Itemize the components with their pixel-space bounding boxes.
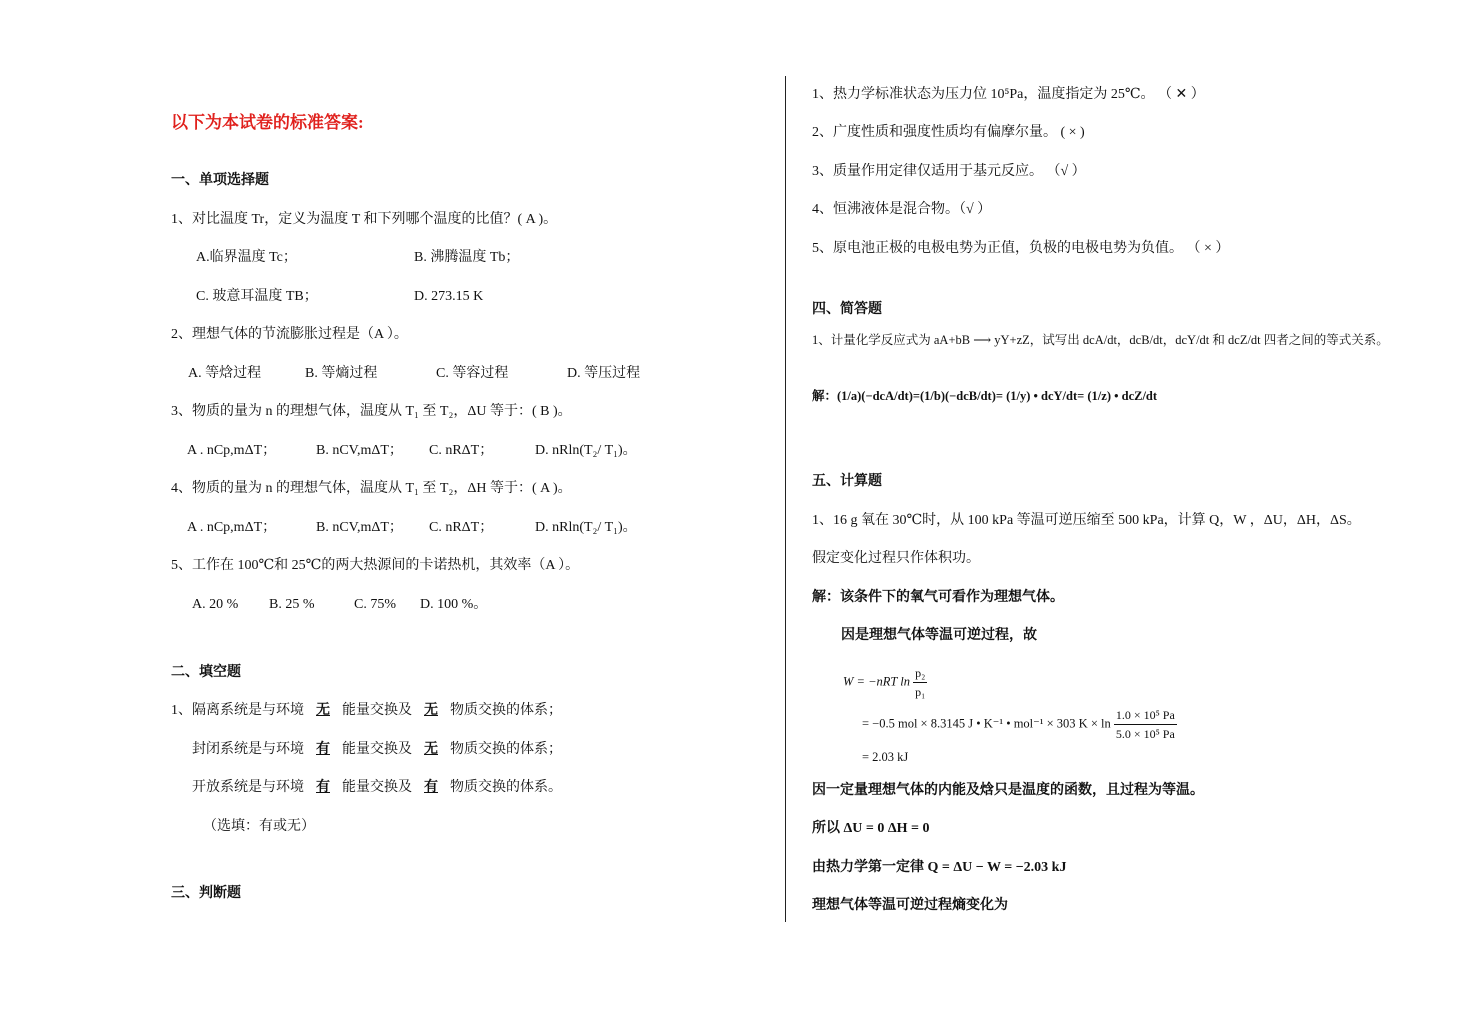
fill-answer: 有: [316, 780, 330, 795]
fill-answer: 无: [424, 742, 438, 757]
option: D. 100 %。: [420, 597, 488, 612]
solution-line: 理想气体等温可逆过程熵变化为: [812, 898, 1008, 913]
judge-item: 2、广度性质和强度性质均有偏摩尔量。 ( × ): [812, 125, 1085, 140]
option: A. 20 %: [192, 597, 239, 612]
option: C. nRΔT；: [429, 520, 494, 535]
short-answer: 解：(1/a)(−dcA/dt)=(1/b)(−dcB/dt)= (1/y) • dcY/dt= (1/z) • dcZ/dt: [812, 389, 1158, 403]
option: D. 273.15 K: [414, 289, 484, 304]
denominator: p₁: [915, 685, 926, 699]
equation-result: = 2.03 kJ: [862, 750, 909, 764]
numerator: p₂: [913, 664, 927, 683]
short-question: 1、计量化学反应式为 aA+bB ⟶ yY+zZ，试写出 dcA/dt，dcB/dt，dcY/dt 和 dcZ/dt 四者之间的等式关系。: [812, 333, 1389, 347]
solution-line: 解：该条件下的氧气可看作为理想气体。: [812, 590, 1064, 605]
option: C. 75%: [354, 597, 396, 612]
option: B. nCV,mΔT；: [316, 443, 403, 458]
equation-work: [843, 664, 927, 701]
column-divider: [785, 76, 786, 922]
option: C. nRΔT；: [429, 443, 494, 458]
judge-item: 5、原电池正极的电极电势为正值，负极的电极电势为负值。 （ × ）: [812, 241, 1230, 256]
option: C. 等容过程: [436, 366, 509, 381]
calc-question: 1、16 g 氧在 30℃时，从 100 kPa 等温可逆压缩至 500 kPa，计算 Q，W ，ΔU，ΔH，ΔS。: [812, 513, 1361, 528]
question-2: 2、理想气体的节流膨胀过程是（A ）。: [171, 327, 408, 342]
fill-text: 物质交换的体系；: [450, 742, 562, 757]
option: B. nCV,mΔT；: [316, 520, 403, 535]
question-4: 4、物质的量为 n 的理想气体，温度从 T₁ 至 T₂，ΔH 等于：( A )。: [171, 481, 572, 496]
fill-text: 能量交换及: [342, 703, 412, 718]
option: B. 25 %: [269, 597, 315, 612]
fill-text: 开放系统是与环境: [192, 780, 304, 795]
fill-text: 能量交换及: [342, 780, 412, 795]
question-5: 5、工作在 100℃和 25℃的两大热源间的卡诺热机，其效率（A ）。: [171, 558, 580, 573]
section-heading: 二、填空题: [171, 665, 241, 680]
option: A. 等焓过程: [188, 366, 262, 381]
option: A . nCp,mΔT；: [187, 520, 277, 535]
fraction: [1114, 706, 1177, 743]
section-heading: 一、单项选择题: [171, 173, 269, 188]
option: C. 玻意耳温度 TB；: [196, 289, 318, 304]
fill-text: 能量交换及: [342, 742, 412, 757]
question-3: 3、物质的量为 n 的理想气体，温度从 T₁ 至 T₂，ΔU 等于：( B )。: [171, 404, 572, 419]
page-title: 以下为本试卷的标准答案:: [171, 113, 364, 132]
fill-answer: 有: [316, 742, 330, 757]
fill-text: 物质交换的体系；: [450, 703, 562, 718]
solution-line: 因一定量理想气体的内能及焓只是温度的函数，且过程为等温。: [812, 783, 1204, 798]
judge-item: 4、恒沸液体是混合物。（√ ）: [812, 202, 992, 217]
fill-row: [171, 702, 562, 720]
fraction: [913, 664, 927, 701]
calc-question: 假定变化过程只作体积功。: [812, 551, 980, 566]
fill-note: （选填：有或无）: [203, 819, 315, 834]
fill-text: 1、隔离系统是与环境: [171, 703, 304, 718]
section-heading: 四、简答题: [812, 302, 882, 317]
judge-item: 1、热力学标准状态为压力位 10⁵Pa，温度指定为 25℃。 （ ✕ ）: [812, 87, 1205, 102]
solution-line: 因是理想气体等温可逆过程，故: [841, 628, 1037, 643]
fill-row: [192, 741, 562, 759]
solution-line: 所以 ΔU = 0 ΔH = 0: [812, 821, 930, 836]
fill-answer: 无: [424, 703, 438, 718]
fill-row: [192, 779, 562, 797]
equation-substitution: [862, 706, 1177, 743]
fill-answer: 无: [316, 703, 330, 718]
section-heading: 五、计算题: [812, 474, 882, 489]
denominator: 5.0 × 10⁵ Pa: [1115, 727, 1175, 741]
solution-line: 由热力学第一定律 Q = ΔU − W = −2.03 kJ: [812, 860, 1067, 875]
fill-answer: 有: [424, 780, 438, 795]
fill-text: 物质交换的体系。: [450, 780, 562, 795]
option: D. 等压过程: [567, 366, 641, 381]
section-heading: 三、判断题: [171, 886, 241, 901]
question-1: 1、对比温度 Tr，定义为温度 T 和下列哪个温度的比值？( A )。: [171, 212, 558, 227]
judge-item: 3、质量作用定律仅适用于基元反应。 （√ ）: [812, 164, 1086, 179]
option: D. nRln(T₂/ T₁)。: [535, 443, 637, 458]
option: B. 等熵过程: [305, 366, 378, 381]
option: A . nCp,mΔT；: [187, 443, 277, 458]
numerator: 1.0 × 10⁵ Pa: [1114, 706, 1177, 725]
option: D. nRln(T₂/ T₁)。: [535, 520, 637, 535]
fill-text: 封闭系统是与环境: [192, 742, 304, 757]
equation-text: W = −nRT ln: [843, 674, 910, 689]
option: A.临界温度 Tc；: [196, 250, 297, 265]
equation-text: = −0.5 mol × 8.3145 J • K⁻¹ • mol⁻¹ × 303 K × ln: [862, 716, 1111, 731]
option: B. 沸腾温度 Tb；: [414, 250, 520, 265]
